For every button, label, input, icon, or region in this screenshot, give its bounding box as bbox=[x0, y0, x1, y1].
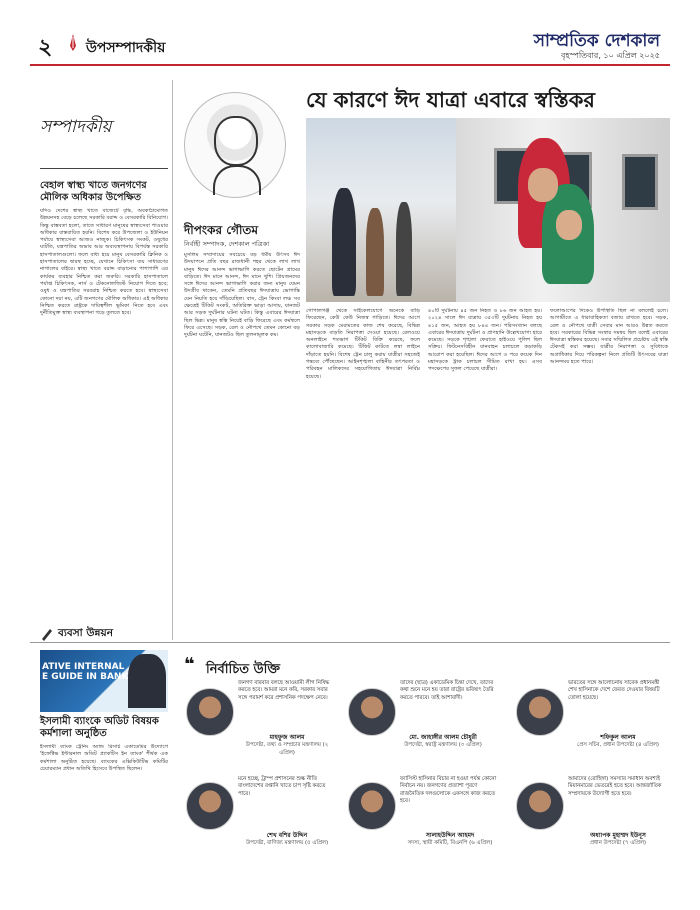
header-rule bbox=[30, 64, 670, 66]
quote-text: আমাদের (রোহিঙ্গা) সমস্যার সমাধান অবশ্যই মিয়ানমারের ভেতরেই হতে হবে। আন্তর্জাতিক সম্প্রদায়কে উদ্যোগী হতে হবে। bbox=[568, 776, 662, 797]
pencil-icon bbox=[40, 626, 54, 640]
quote-name: শফিকুল আলম bbox=[600, 734, 636, 741]
article-photo bbox=[306, 118, 670, 302]
quote-name: অধ্যাপক মুহাম্মদ ইউনূস bbox=[590, 832, 646, 839]
quote-card bbox=[514, 776, 666, 876]
quote-name: মাহফুজ আলম bbox=[269, 734, 305, 741]
passenger bbox=[332, 188, 356, 296]
passenger bbox=[366, 208, 384, 296]
article-col-2: গোপালগঞ্জ থেকে সাইকেলযোগে অনেকে বাড়ি ফিরেছেন, কেউ কেউ নিজস্ব গাড়িতে। ঈদের আগে সরকার সড়ক মেরামতের কাজ শেষ করেছে, বিভিন্ন মহাসড়কে বাড়তি নিরাপত্তা দেওয়া হয়েছে। রেলওয়ে অনলাইনে শতভাগ টিকিট বিক্রি করেছে, ফলে কালোবাজারি কমেছে। টিকিট কাটতে লম্বা লাইনে দাঁড়াতে হয়নি। বিশেষ ট্রেন চালু করায় যাত্রীরা সহজেই গন্তব্যে পৌঁছেছেন। আইনশৃঙ্খলা বাহিনীর তৎপরতা ও পরিবহন মালিকদের সহযোগিতায় ঈদযাত্রা নির্বিঘ্ন হয়েছে। bbox=[306, 308, 420, 380]
section-title: উপসম্পাদকীয় bbox=[86, 40, 166, 56]
author-role: নির্বাহী সম্পাদক, দেশকাল পত্রিকা bbox=[184, 240, 270, 248]
quote-role: উপদেষ্টা, তথ্য ও সম্প্রচার মন্ত্রণালয় (২ এপ্রিল) bbox=[245, 742, 329, 756]
quote-text: মনে হচ্ছে, ট্রাম্প প্রশাসনের শুল্ক নীতি বাংলাদেশের রপ্তানি খাতে চাপ সৃষ্টি করতে পারে। bbox=[238, 776, 326, 797]
dateline: বৃহস্পতিবার, ১০ এপ্রিল ২০২৫ bbox=[561, 51, 660, 60]
girl-face bbox=[556, 210, 582, 240]
avatar bbox=[516, 782, 564, 830]
editorial-headline: বেহাল স্বাস্থ্য খাতে জনগণের মৌলিক অধিকার উপেক্ষিত bbox=[40, 180, 147, 203]
quote-role: সদস্য, স্থায়ী কমিটি, বিএনপি (৬ এপ্রিল) bbox=[407, 840, 493, 846]
business-person bbox=[128, 654, 166, 708]
quote-role: প্রধান উপদেষ্টা (৭ এপ্রিল) bbox=[589, 840, 646, 846]
quotes-section-title: নির্বাচিত উক্তি bbox=[206, 662, 280, 677]
avatar bbox=[186, 688, 234, 736]
quote-icon: ❝ bbox=[184, 654, 195, 675]
quote-name: সালাহউদ্দিন আহমদ bbox=[425, 832, 475, 839]
main-headline: যে কারণে ঈদ যাত্রা এবারে স্বস্তিকর bbox=[306, 88, 595, 112]
business-headline: ইসলামী ব্যাংকে অডিট বিষয়ক কর্মশালা অনুষ্ঠিত bbox=[40, 716, 159, 739]
article-col-3: ৪০টি দুর্ঘটনায় ৪৫ জন নিহত ও ৮৬ জন আহত হয়। ২০২৪ সালে ঈদ যাত্রায় ৩৫৩টি দুর্ঘটনায় নিহত হয় ৪১৫ জন, আহত হয় ৮৪৪ জন। পরিসংখ্যান বলছে এবারের ঈদযাত্রায় দুর্ঘটনা ও প্রাণহানি উল্লেখযোগ্য হারে কমেছে। সড়কে শৃঙ্খলা ফেরাতে হাইওয়ে পুলিশ ছিল সক্রিয়। ফিটনেসবিহীন যানবাহন চলাচলে কড়াকড়ি আরোপ করা হয়েছিল। ঈদের আগে ও পরে কয়েক দিন মহাসড়কে ট্রাক চলাচল সীমিত রাখা হয়। এসব পদক্ষেপের সুফল পেয়েছে যাত্রীরা। bbox=[428, 308, 542, 373]
editorial-label: সম্পাদকীয় bbox=[40, 117, 112, 137]
quote-name: শেখ বশির উদ্দিন bbox=[266, 832, 308, 839]
column-divider bbox=[172, 80, 173, 640]
girl-face bbox=[528, 168, 558, 202]
author-face bbox=[214, 116, 258, 166]
section-rule bbox=[30, 642, 670, 643]
quote-card bbox=[346, 680, 498, 770]
quote-text: জনগণ বারবার বলছে আওয়ামী লীগ নিষিদ্ধ করতে হবে। আমরা মনে করি, সরকার সবার সঙ্গে পরামর্শ করে প্রশাসনিক পদক্ষেপ নেবে। bbox=[238, 680, 330, 701]
masthead: সাম্প্রতিক দেশকাল bbox=[533, 31, 660, 51]
quote-card bbox=[514, 680, 666, 770]
quote-role: প্রেস সচিব, প্রধান উপদেষ্টা (৪ এপ্রিল) bbox=[577, 742, 659, 748]
quote-text: ফ্যাসিস্ট হাসিনার বিচার না হওয়া পর্যন্ত কোনো নির্বাচন নয়। জনগণের প্রত্যাশা পূরণে রাজনৈতিক দলগুলোকে একসঙ্গে কাজ করতে হবে। bbox=[400, 776, 497, 804]
page-number: ২ bbox=[38, 35, 53, 60]
avatar bbox=[348, 688, 396, 736]
article-col-4: ফলোআপের দিকেও উপস্থিতি ছিল না বললেই চলে। আগামীতে এ ধারাবাহিকতা বজায় রাখতে হবে। সড়ক, রেল ও নৌপথে যাত্রী সেবার মান আরও উন্নত করতে হবে। সরকারের বিভিন্ন সংস্থার সমন্বয় ছিল বলেই এবারের ঈদযাত্রা স্বস্তিকর হয়েছে। সবার সম্মিলিত প্রচেষ্টায় এই স্বস্তি টেকসই করা সম্ভব। যাত্রীর নিরাপত্তা ও সুবিধাকে অগ্রাধিকার দিয়ে পরিকল্পনা নিলে প্রতিটি উৎসবের যাত্রা আনন্দময় হতে পারে। bbox=[550, 308, 668, 366]
pen-icon bbox=[66, 34, 80, 52]
business-section-title: ব্যবসা উন্নয়ন bbox=[58, 627, 113, 639]
editorial-body: যদিও দেশের স্বাস্থ্য খাতে বাজেটে বৃদ্ধি, অবকাঠামোগত উন্নয়নসহ বেড়ে চলেছে সরকারি বরাদ্দ ও বেসরকারি বিনিয়োগ। কিন্তু বাস্তবতা হলো, তাতে সাধারণ মানুষের স্বাস্থ্যসেবা পাওয়ার অধিকার বাস্তবায়িত হয়নি। বিশেষ করে উপজেলা ও ইউনিয়ন পর্যায়ে স্বাস্থ্যসেবা আজও নাজুক। চিকিৎসক সংকট, ওষুধের ঘাটতি, যন্ত্রপাতির অভাব আর অব্যবস্থাপনায় বিপর্যস্ত সরকারি হাসপাতালগুলো। ফলে বাধ্য হয়ে মানুষ বেসরকারি ক্লিনিক ও হাসপাতালের দ্বারস্থ হচ্ছে, যেখানে চিকিৎসা ব্যয় সাধারণের নাগালের বাইরে। স্বাস্থ্য খাতে বরাদ্দ বাড়ানোর পাশাপাশি এর কার্যকর ব্যবহার নিশ্চিত করা জরুরি। সরকারি হাসপাতালে পর্যাপ্ত চিকিৎসক, নার্স ও টেকনোলজিস্ট নিয়োগ দিতে হবে; ওষুধ ও যন্ত্রপাতির সরবরাহ নিশ্চিত করতে হবে। স্বাস্থ্যসেবা কোনো দয়া নয়, এটি জনগণের মৌলিক অধিকার। এই অধিকার নিশ্চিত করতে রাষ্ট্রকে দায়িত্বশীল ভূমিকা নিতে হবে এবং দুর্নীতিমুক্ত স্বাস্থ্য ব্যবস্থাপনা গড়ে তুলতে হবে। bbox=[40, 208, 168, 317]
avatar bbox=[348, 782, 396, 830]
train-window bbox=[622, 154, 658, 210]
business-body: ইসলামী ব্যাংক ট্রেনিং অ্যান্ড রিসার্চ একাডেমির উদ্যোগে 'ইফেক্টিভ ইন্টারনাল অডিট প্র্যাকটিস ইন ব্যাংক' শীর্ষক এক কর্মশালা অনুষ্ঠিত হয়েছে। ব্যাংকের এক্সিকিউটিভ কমিটির চেয়ারম্যান প্রধান অতিথি হিসেবে উপস্থিত ছিলেন। bbox=[40, 744, 168, 772]
quote-role: উপদেষ্টা, বাণিজ্য মন্ত্রণালয় (৫ এপ্রিল) bbox=[245, 840, 329, 846]
quote-role: উপদেষ্টা, স্বরাষ্ট্র মন্ত্রণালয় (৩ এপ্রিল) bbox=[404, 742, 482, 748]
avatar bbox=[516, 688, 564, 736]
quote-name: মো. জাহাঙ্গীর আলম চৌধুরী bbox=[409, 734, 477, 741]
article-col-1: মুসলিম সম্প্রদায়ের সবচেয়ে বড় ধর্মীয় উৎসব ঈদ উদযাপনে প্রতি বছর রাজধানী শহর থেকে লাখ লাখ মানুষ ঈদের আনন্দ ভাগাভাগি করতে ছোটেন গ্রামের বাড়িতে। ঈদ মানে আনন্দ, ঈদ মানে খুশি। প্রিয়জনদের সঙ্গে ঈদের আনন্দ ভাগাভাগি করার জন্য মানুষ যেমন উদগ্রীব থাকেন, তেমনি প্রতিবছর ঈদযাত্রায় ভোগান্তি যেন নিয়তি হয়ে দাঁড়িয়েছিল। বাস, ট্রেন কিংবা লঞ্চ সব ক্ষেত্রেই টিকিট সংকট, অতিরিক্ত ভাড়া আদায়, যানজট আর সড়ক দুর্ঘটনার ঘটনা ঘটত। কিন্তু এবারের ঈদযাত্রা ছিল ভিন্ন। মানুষ স্বস্তি নিয়েই বাড়ি ফিরেছে এবং কর্মস্থলে ফিরে এসেছে। সড়ক, রেল ও নৌপথে তেমন কোনো বড় দুর্ঘটনা ঘটেনি, যানজটও ছিল তুলনামূলক কম। bbox=[184, 252, 300, 339]
quote-text: ভারতের সঙ্গে আলোচনায় সাবেক প্রধানমন্ত্রী শেখ হাসিনাকে দেশে ফেরত দেওয়ার বিষয়টি তোলা হয়েছে। bbox=[568, 680, 660, 701]
editorial-rule bbox=[40, 168, 168, 169]
passenger bbox=[396, 202, 412, 296]
quote-card bbox=[184, 776, 336, 876]
quote-card bbox=[184, 680, 336, 770]
quote-text: তাদের (ছাত্র) একাডেমিক চিন্তা দেখে, তাদের কথা শুনে মনে হয় তারা রাষ্ট্রের ভবিষ্যৎ তৈরি করতে পারবে। তাই আশাবাদী। bbox=[400, 680, 494, 701]
quote-card bbox=[346, 776, 498, 876]
author-name: দীপংকর গৌতম bbox=[184, 223, 259, 237]
avatar bbox=[186, 782, 234, 830]
business-banner-text: ATIVE INTERNAL E GUIDE IN BANK bbox=[42, 662, 129, 682]
